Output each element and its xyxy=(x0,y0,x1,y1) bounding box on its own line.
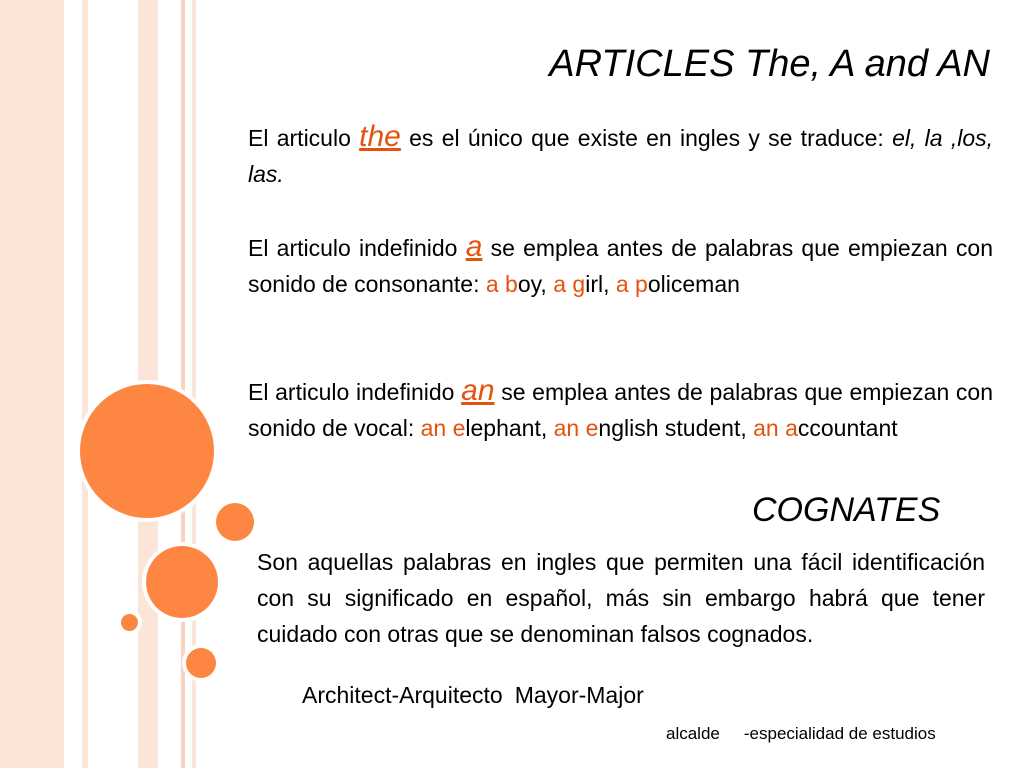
example-rest: nglish student, xyxy=(598,415,754,441)
decorative-stripe xyxy=(181,0,185,768)
text-run: se emplea antes de palabras que empiezan con sonido de consonante: xyxy=(248,235,994,297)
example-rest: ccountant xyxy=(797,415,898,441)
cognate-example: Architect-Arquitecto xyxy=(302,682,503,708)
article-the: the xyxy=(359,120,401,153)
decorative-circle-small xyxy=(186,648,216,678)
false-cognate-example: -especialidad de estudios xyxy=(743,724,936,743)
false-cognate-example: alcalde xyxy=(666,724,720,743)
paragraph-the xyxy=(248,120,993,192)
text-run: es el único que existe en ingles y se traduce: xyxy=(400,125,893,151)
paragraph-a xyxy=(248,230,993,302)
example-article: a b xyxy=(485,271,518,297)
text-run: se emplea antes de palabras que empiezan con sonido de vocal: xyxy=(248,379,994,441)
text-run: El articulo indefinido xyxy=(248,235,466,261)
slide-title: ARTICLES The, A and AN xyxy=(549,43,990,85)
decorative-circle-tiny xyxy=(121,614,138,631)
false-cognates-examples xyxy=(666,724,936,744)
decorative-circle-large xyxy=(80,384,214,518)
cognates-examples xyxy=(302,682,644,710)
example-article: an e xyxy=(553,415,599,441)
example-article: an e xyxy=(420,415,466,441)
decorative-stripe xyxy=(82,0,88,768)
cognate-example: Mayor-Major xyxy=(514,682,644,708)
example-rest: irl, xyxy=(585,271,616,297)
example-rest: oy, xyxy=(517,271,554,297)
example-rest: oliceman xyxy=(647,271,740,297)
decorative-circle-medium xyxy=(146,546,218,618)
example-rest: lephant, xyxy=(465,415,554,441)
example-article: a p xyxy=(615,271,648,297)
paragraph-an xyxy=(248,374,993,446)
decorative-stripe xyxy=(0,0,64,768)
translation-italic: el, la ,los, las. xyxy=(248,125,993,187)
article-a: a xyxy=(465,230,483,263)
text-run: El articulo indefinido xyxy=(248,379,462,405)
text-run: El articulo xyxy=(248,125,360,151)
example-article: a g xyxy=(553,271,586,297)
example-article: an a xyxy=(753,415,798,441)
decorative-circle-small xyxy=(216,503,254,541)
cognates-body: Son aquellas palabras en ingles que permiten una fácil identificación con su significado en español, más sin embargo habrá que tener cuidado con otras que se denominan falsos cognados. xyxy=(257,549,985,647)
cognates-title: COGNATES xyxy=(752,491,941,529)
article-an: an xyxy=(461,374,495,407)
